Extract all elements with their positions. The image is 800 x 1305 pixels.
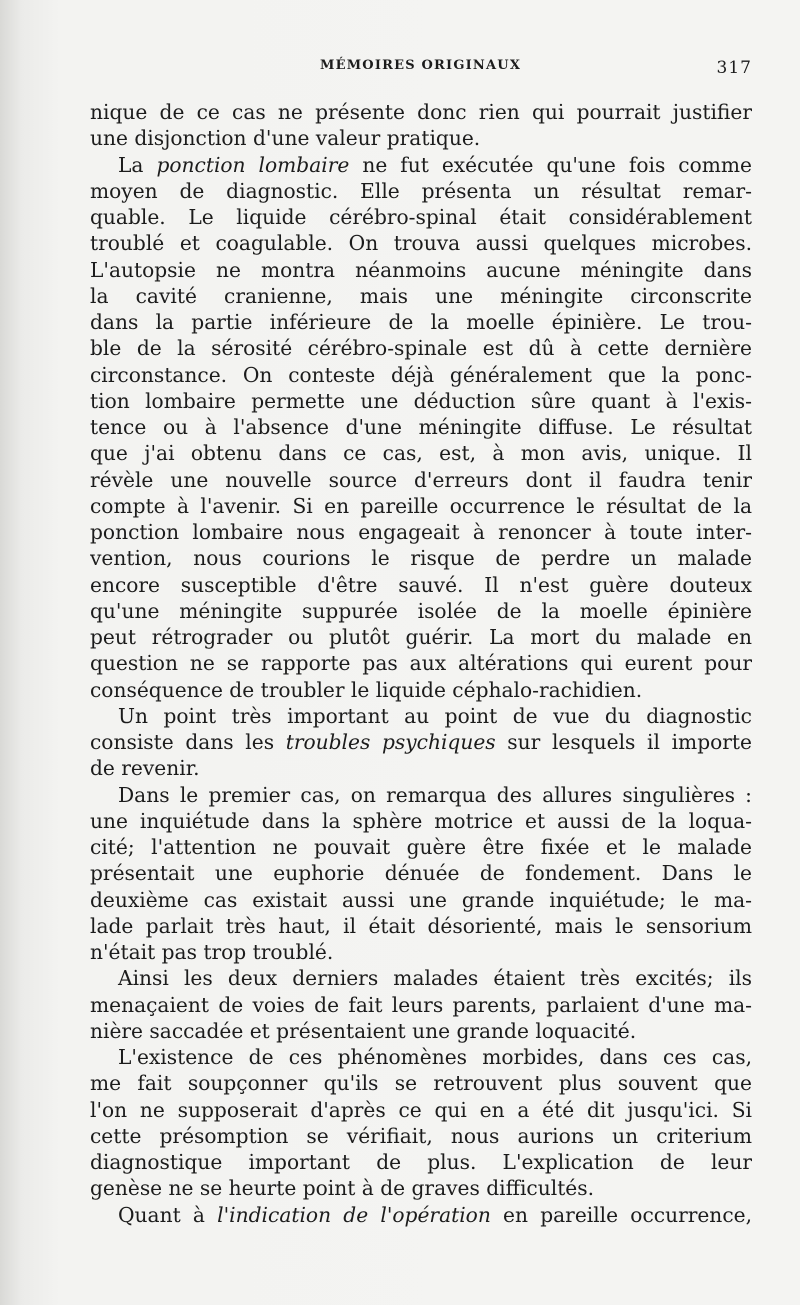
text-segment: L'autopsie ne montra néanmoins aucune méningite dans — [90, 257, 752, 282]
text-line — [90, 178, 752, 204]
text-line — [90, 965, 752, 991]
text-line — [90, 729, 752, 755]
text-line — [90, 388, 752, 414]
text-line — [90, 650, 752, 676]
text-line — [90, 572, 752, 598]
text-line — [90, 1018, 752, 1044]
text-segment: peut rétrograder ou plutôt guérir. La mort du malade en — [90, 625, 752, 649]
text-segment: Dans le premier cas, on remarqua des allures singulières : — [118, 782, 752, 807]
text-line — [90, 1149, 752, 1175]
text-segment: qu'une méningite suppurée isolée de la moelle épinière — [90, 598, 752, 623]
running-title: MÉMOIRES ORIGINAUX — [320, 58, 522, 73]
text-line — [90, 913, 752, 939]
text-segment: diagnostique important de plus. L'explication de leur — [90, 1150, 752, 1174]
text-segment: La — [118, 152, 157, 177]
italic-term: l'indication de l'opération — [217, 1202, 491, 1227]
text-line — [90, 440, 752, 466]
text-segment: de revenir. — [90, 756, 200, 781]
text-segment: vention, nous courions le risque de perdre un malade — [90, 546, 752, 571]
text-line — [90, 939, 752, 965]
text-segment: présentait une euphorie dénuée de fondement. Dans le — [90, 861, 752, 886]
text-segment: une inquiétude dans la sphère motrice et aussi de la loqua- — [90, 808, 752, 833]
text-line — [90, 860, 752, 886]
text-line — [90, 703, 752, 729]
text-line — [90, 1175, 752, 1201]
text-segment: dans la partie inférieure de la moelle épinière. Le trou- — [90, 310, 752, 334]
text-line — [90, 808, 752, 834]
text-segment: cité; l'attention ne pouvait guère être fixée et le malade — [90, 835, 752, 859]
text-segment: en pareille occurrence, — [490, 1202, 752, 1227]
text-line — [90, 1123, 752, 1149]
text-line — [90, 414, 752, 440]
text-segment: l'on ne supposerait d'après ce qui en a été dit jusqu'ici. Si — [90, 1097, 752, 1122]
text-segment: genèse ne se heurte point à de graves difficultés. — [90, 1176, 595, 1201]
text-line — [90, 283, 752, 309]
text-segment: encore susceptible d'être sauvé. Il n'est guère douteux — [90, 572, 752, 597]
text-segment: révèle une nouvelle source d'erreurs dont il faudra tenir — [90, 467, 752, 492]
text-line — [90, 467, 752, 493]
text-segment: nique de ce cas ne présente donc rien qui pourrait justifier — [90, 100, 752, 124]
text-line — [90, 152, 752, 178]
text-segment: une disjonction d'une valeur pratique. — [90, 126, 481, 151]
text-segment: Ainsi les deux derniers malades étaient très excités; ils — [118, 966, 752, 991]
text-segment: n'était pas trop troublé. — [90, 940, 334, 964]
text-segment: quable. Le liquide cérébro-spinal était considérablement — [90, 205, 752, 229]
text-line — [90, 1070, 752, 1096]
text-line — [90, 887, 752, 913]
text-segment: Quant à — [118, 1202, 218, 1227]
text-line — [90, 493, 752, 519]
text-segment: tence ou à l'absence d'une méningite diffuse. Le résultat — [90, 415, 752, 439]
text-line — [90, 1044, 752, 1070]
text-segment: compte à l'avenir. Si en pareille occurrence le résultat de la — [90, 493, 752, 518]
text-line — [90, 624, 752, 650]
text-segment: menaçaient de voies de fait leurs parents, parlaient d'une ma- — [90, 992, 752, 1017]
text-segment: ble de la sérosité cérébro-spinale est dû à cette dernière — [90, 336, 752, 361]
text-segment: moyen de diagnostic. Elle présenta un résultat remar- — [90, 178, 752, 203]
text-line — [90, 992, 752, 1018]
text-line — [90, 545, 752, 571]
text-segment: tion lombaire permette une déduction sûre quant à l'exis- — [90, 388, 752, 413]
text-segment: question ne se rapporte pas aux altérations qui eurent pour — [90, 651, 752, 676]
text-segment: que j'ai obtenu dans ce cas, est, à mon avis, unique. Il — [90, 441, 752, 466]
text-segment: ne fut exécutée qu'une fois comme — [349, 152, 752, 177]
text-line — [90, 257, 752, 283]
text-segment: circonstance. On conteste déjà généralement que la ponc- — [90, 362, 752, 387]
text-segment: la cavité cranienne, mais une méningite circonscrite — [90, 283, 752, 308]
text-segment: conséquence de troubler le liquide céphalo-rachidien. — [90, 677, 643, 702]
text-segment: Un point très important au point de vue du diagnostic — [118, 703, 752, 728]
text-line — [90, 362, 752, 388]
text-line — [90, 755, 752, 781]
text-line — [90, 230, 752, 256]
text-line — [90, 598, 752, 624]
body-text — [90, 99, 752, 1228]
text-segment: consiste dans les — [90, 730, 286, 754]
text-line — [90, 309, 752, 335]
text-line — [90, 335, 752, 361]
page-number: 317 — [716, 58, 752, 78]
text-segment: nière saccadée et présentaient une grande loquacité. — [90, 1018, 637, 1043]
text-segment: lade parlait très haut, il était désorienté, mais le sensorium — [90, 913, 752, 938]
text-segment: L'existence de ces phénomènes morbides, dans ces cas, — [118, 1045, 752, 1069]
text-segment: cette présomption se vérifiait, nous aurions un criterium — [90, 1123, 752, 1148]
text-line — [90, 204, 752, 230]
text-segment: deuxième cas existait aussi une grande inquiétude; le ma- — [90, 887, 752, 912]
text-line — [90, 677, 752, 703]
text-line — [90, 782, 752, 808]
text-line — [90, 99, 752, 125]
text-line — [90, 125, 752, 151]
text-line — [90, 834, 752, 860]
text-segment: troublé et coagulable. On trouva aussi quelques microbes. — [90, 231, 752, 256]
text-segment: me fait soupçonner qu'ils se retrouvent plus souvent que — [90, 1071, 752, 1096]
text-segment: ponction lombaire nous engageait à renoncer à toute inter- — [90, 520, 752, 544]
text-line — [90, 1202, 752, 1228]
italic-term: ponction lombaire — [156, 152, 350, 177]
text-line — [90, 519, 752, 545]
text-segment: sur lesquels il importe — [495, 730, 752, 754]
page-header — [90, 58, 752, 82]
italic-term: troubles psychiques — [285, 730, 496, 754]
text-line — [90, 1097, 752, 1123]
